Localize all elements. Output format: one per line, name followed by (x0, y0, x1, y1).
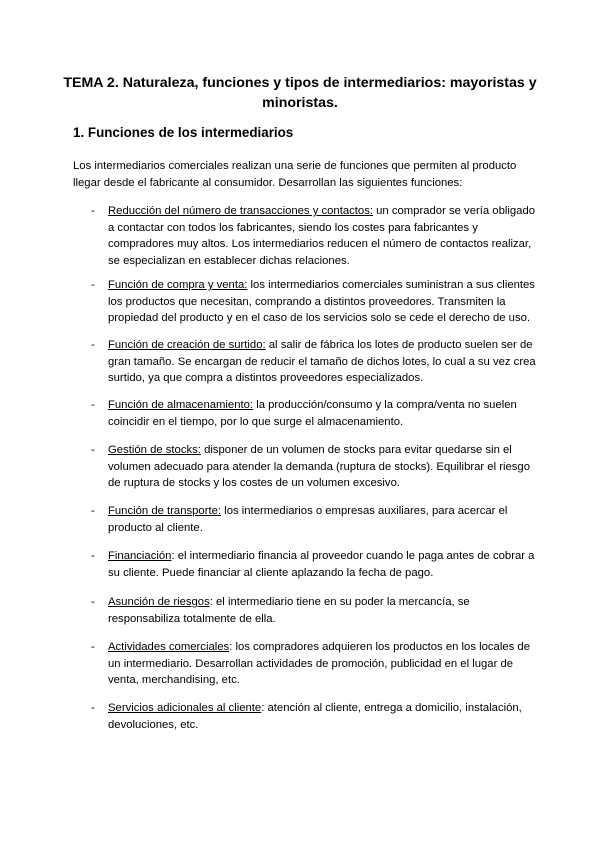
function-term: Financiación (108, 550, 172, 562)
function-text (108, 548, 542, 581)
function-description: : el intermediario financia al proveedor cuando le paga antes de cobrar a su cliente. Puede financiar al cliente aplazando la fecha de pago. (108, 550, 535, 579)
function-description: : el intermediario tiene en su poder la mercancía, se responsabiliza totalmente de ella. (108, 596, 470, 625)
function-text (108, 337, 542, 387)
function-text (108, 277, 542, 327)
function-term: Función de creación de surtido: (108, 339, 266, 351)
function-term: Actividades comerciales (108, 641, 230, 653)
function-description: al salir de fábrica los lotes de producto suelen ser de gran tamaño. Se encargan de reducir el tamaño de dichos lotes, lo cual a su vez crea surtido, ya que compra a distintos proveedores especializados. (108, 339, 536, 384)
list-bullet: - (91, 596, 95, 608)
function-text (108, 594, 542, 627)
function-description: un comprador se vería obligado a contactar con todos los fabricantes, siendo los costes para fabricantes y compradores muy altos. Los intermediarios reducen el número de contactos realizar, se especializan en establecer dichas relaciones. (108, 205, 536, 267)
function-description: : atención al cliente, entrega a domicilio, instalación, devoluciones, etc. (108, 702, 522, 731)
function-term: Gestión de stocks: (108, 444, 201, 456)
function-description: : los compradores adquieren los productos en los locales de un intermediario. Desarrollan actividades de promoción, publicidad en el lugar de venta, merchandising, etc. (108, 641, 530, 686)
list-bullet: - (91, 339, 95, 351)
section-heading: 1. Funciones de los intermediarios (73, 125, 294, 140)
list-bullet: - (91, 505, 95, 517)
list-bullet: - (91, 702, 95, 714)
function-term: Función de compra y venta: (108, 279, 248, 291)
list-bullet: - (91, 550, 95, 562)
document-title: TEMA 2. Naturaleza, funciones y tipos de intermediarios: mayoristas y minoristas. (63, 75, 537, 111)
function-term: Función de transporte: (108, 505, 222, 517)
function-description: los intermediarios comerciales suministran a sus clientes los productos que necesitan, comprando a distintos proveedores. Transmiten la propiedad del producto y en el caso de los servicios solo se cede el derecho de uso. (108, 279, 535, 324)
function-text (108, 442, 542, 492)
list-bullet: - (91, 279, 95, 291)
list-bullet: - (91, 444, 95, 456)
function-term: Función de almacenamiento: (108, 399, 254, 411)
function-term: Servicios adicionales al cliente (108, 702, 262, 714)
function-term: Reducción del número de transacciones y contactos: (108, 205, 373, 217)
function-description: la producción/consumo y la compra/venta no suelen coincidir en el tiempo, por lo que surge el almacenamiento. (108, 399, 517, 428)
function-text (108, 639, 542, 689)
function-text (108, 700, 542, 733)
function-text (108, 503, 542, 536)
list-bullet: - (91, 399, 95, 411)
function-text (108, 397, 542, 430)
function-term: Asunción de riesgos (108, 596, 210, 608)
function-text (108, 203, 542, 269)
list-bullet: - (91, 641, 95, 653)
list-bullet: - (91, 205, 95, 217)
function-description: los intermediarios o empresas auxiliares, para acercar el producto al cliente. (108, 505, 508, 534)
intro-paragraph: Los intermediarios comerciales realizan una serie de funciones que permiten al producto llegar desde el fabricante al consumidor. Desarrollan las siguientes funciones: (73, 160, 517, 189)
function-description: disponer de un volumen de stocks para evitar quedarse sin el volumen adecuado para atender la demanda (ruptura de stocks). Equilibrar el riesgo de ruptura de stocks y los costes de un volumen excesivo. (108, 444, 530, 489)
